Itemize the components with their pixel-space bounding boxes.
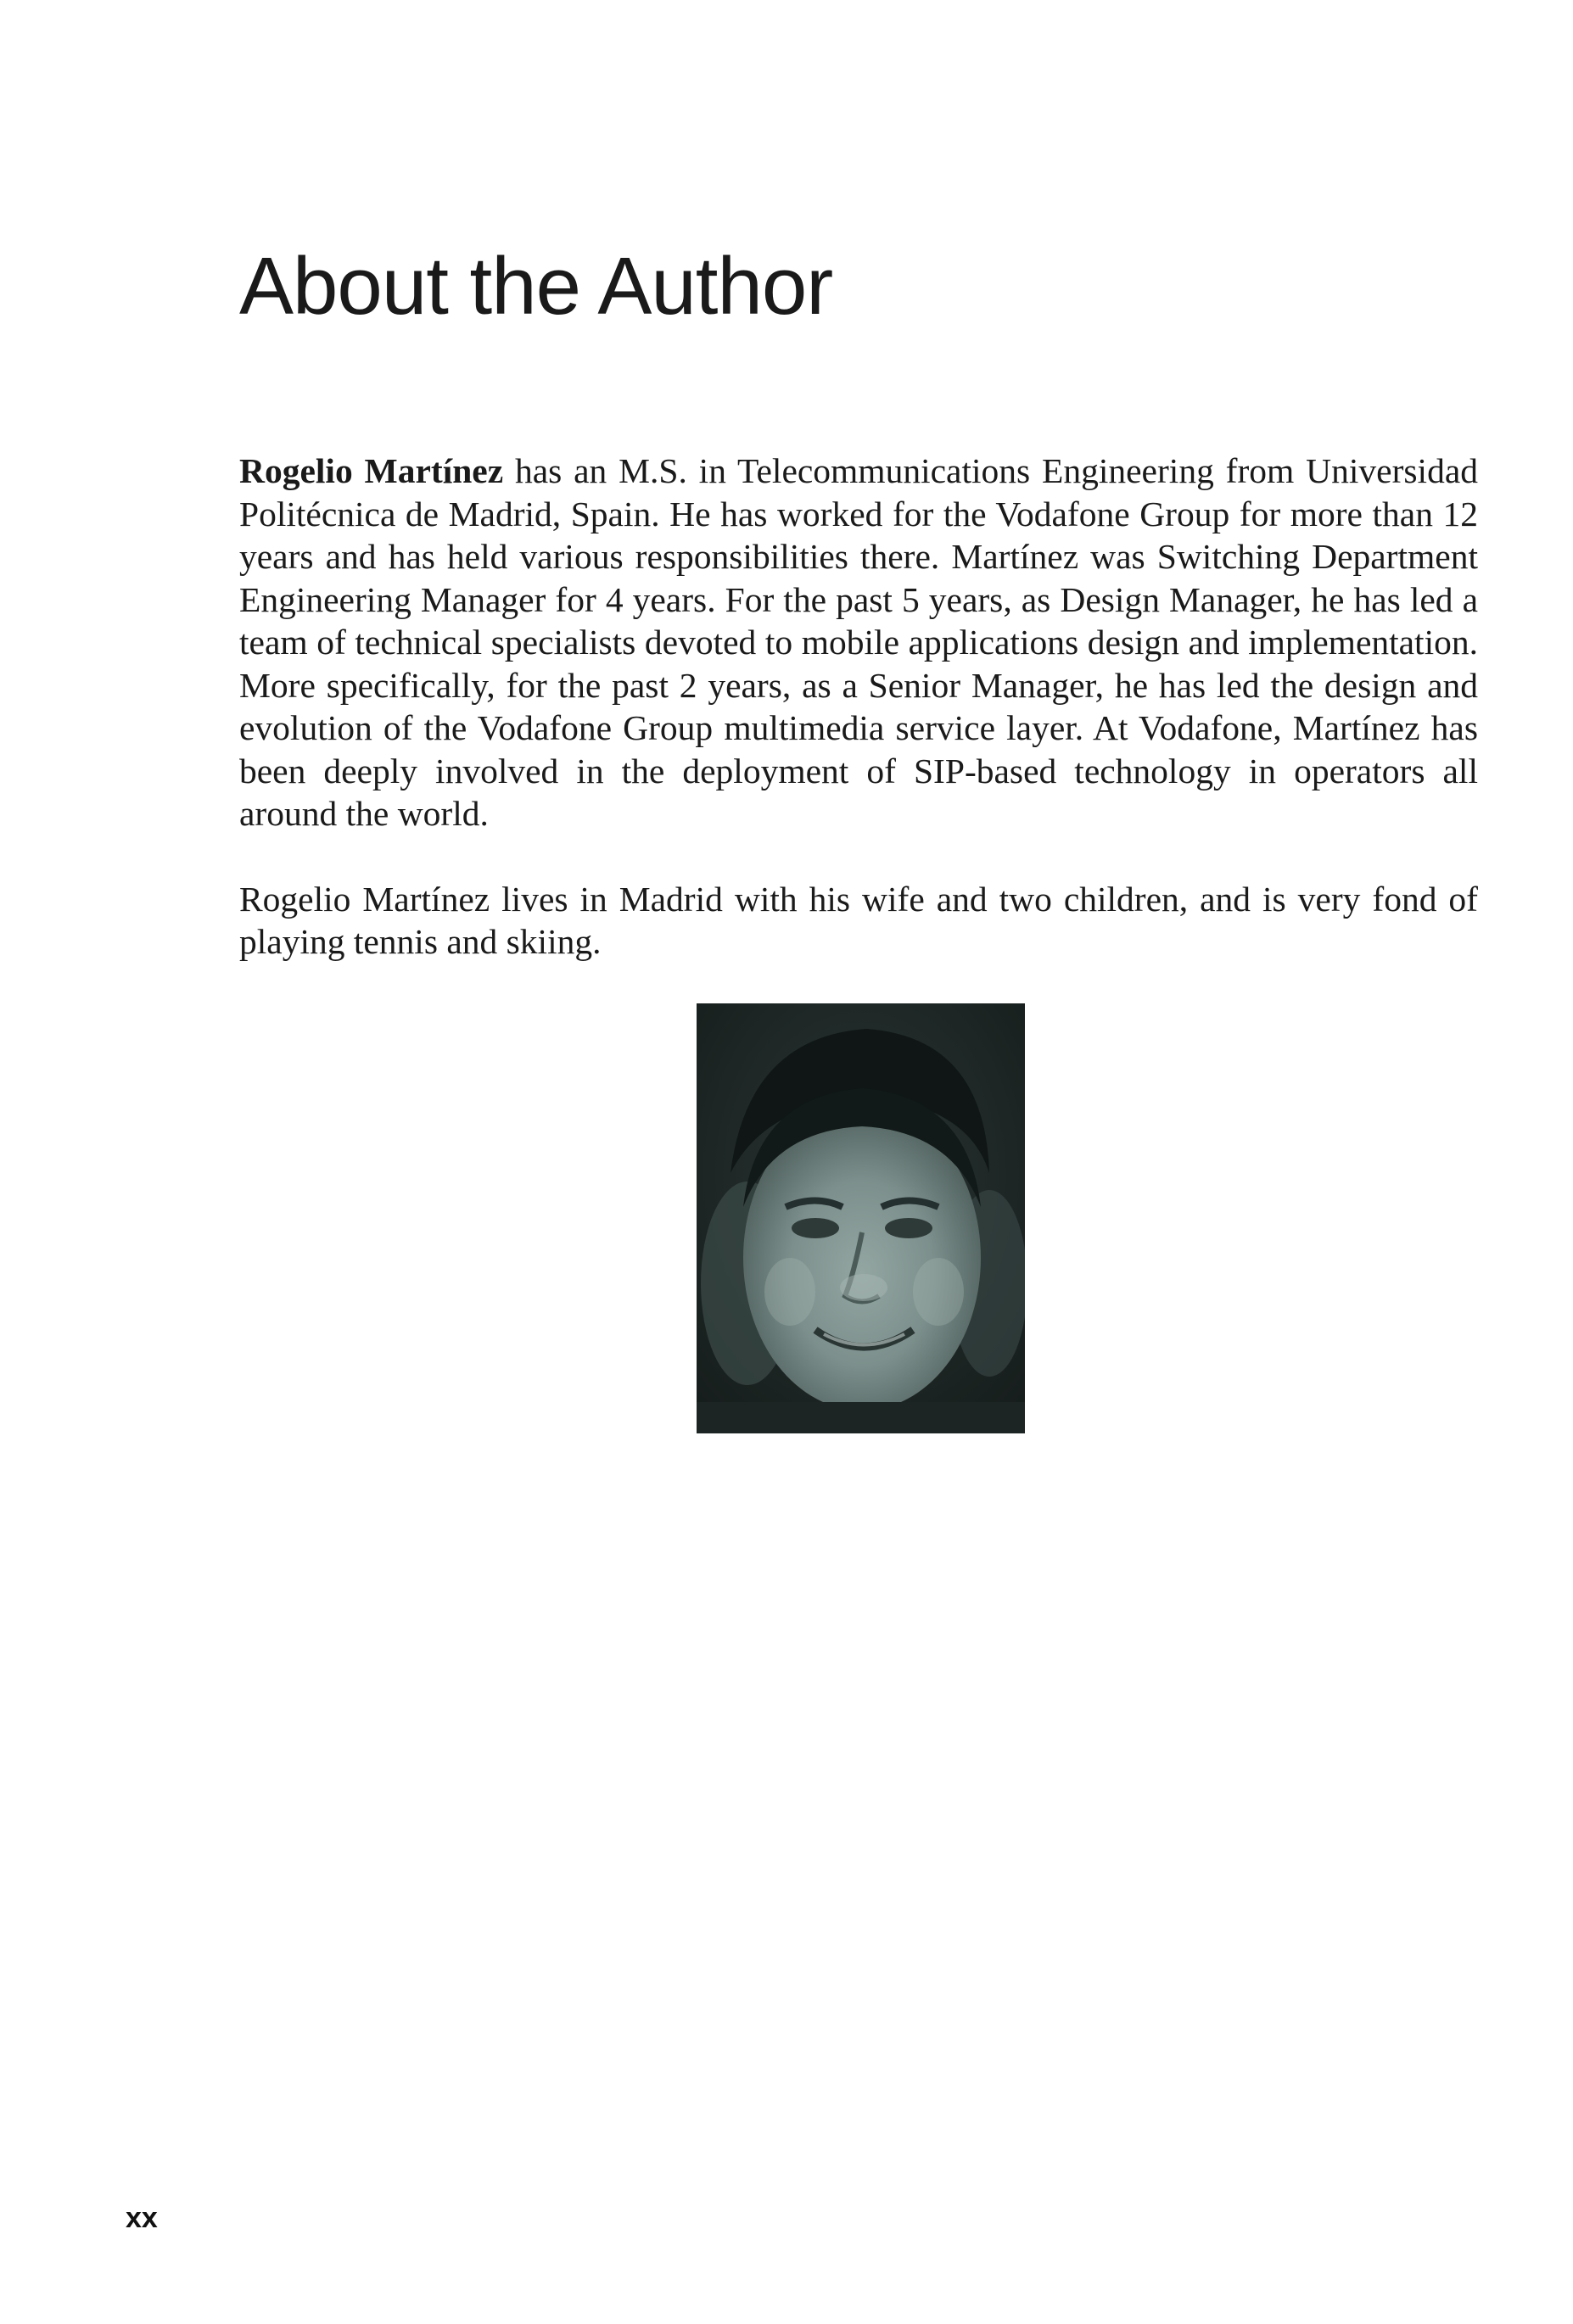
bio-paragraph-1-text: has an M.S. in Telecommunications Engineering from Universidad Politécnica de Madrid, Spain. He has worked for the Vodafone Group for more than 12 years and has held various responsibilities there. Martínez was Switching Department Engineering Manager for 4 years. For the past 5 years, as Design Manager, he has led a team of technical specialists devoted to mobile applications design and implementation. More specifically, for the past 2 years, as a Senior Manager, he has led the design and evolution of the Vodafone Group multimedia service layer. At Vodafone, Martínez has been deeply involved in the deployment of SIP-based technology in operators all around the world. xyxy=(239,451,1478,833)
bio-paragraph-2: Rogelio Martínez lives in Madrid with his wife and two children, and is very fond of playing tennis and skiing. xyxy=(239,879,1478,961)
page-title: About the Author xyxy=(239,241,833,332)
bio-paragraph-1 xyxy=(239,450,1478,835)
author-name: Rogelio Martínez xyxy=(239,451,504,490)
page-number: xx xyxy=(126,2202,158,2234)
author-photo xyxy=(697,1003,1025,1433)
author-portrait-image xyxy=(697,1003,1025,1433)
author-bio xyxy=(239,450,1478,964)
